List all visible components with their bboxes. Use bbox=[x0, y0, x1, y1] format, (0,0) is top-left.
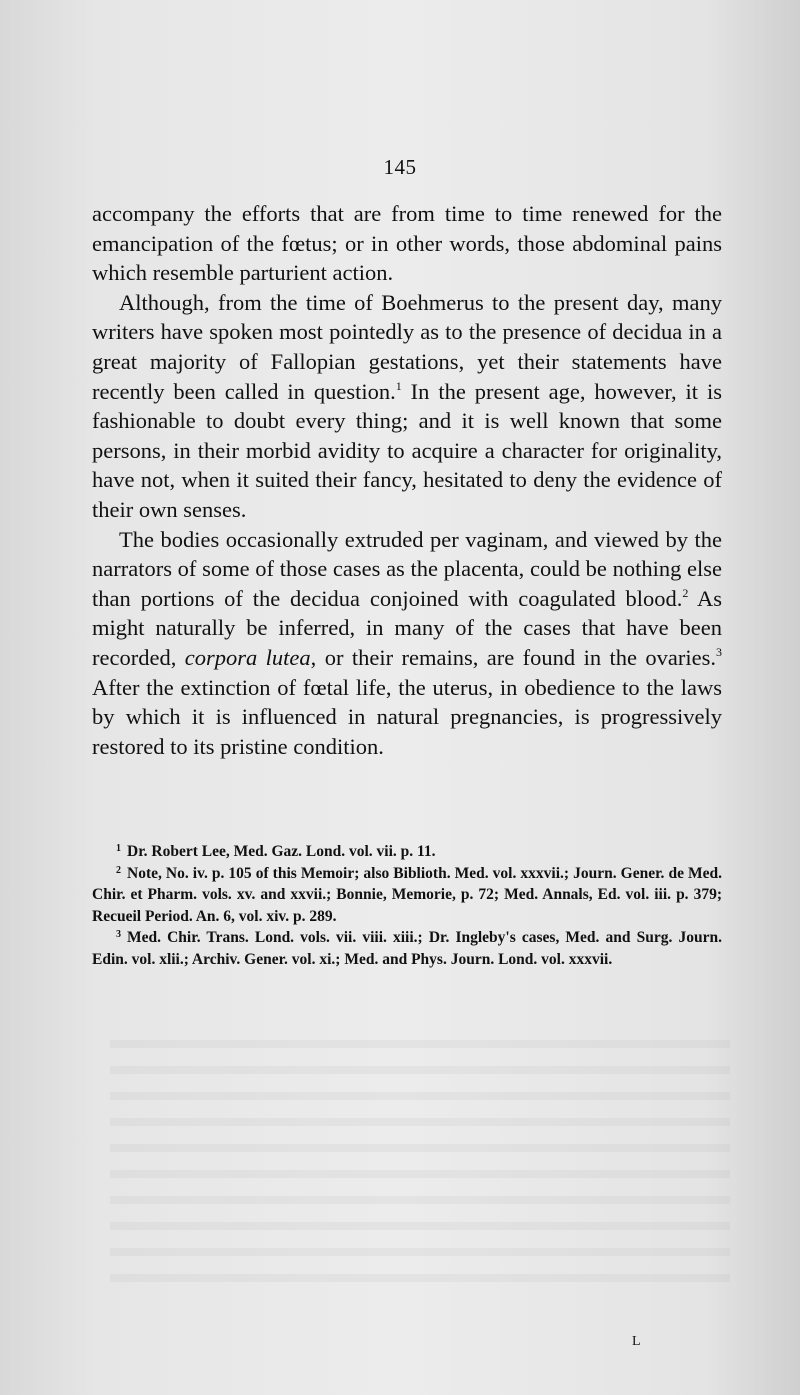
footnote-reference: 3 bbox=[716, 644, 722, 659]
paragraph-decidua-evidence bbox=[92, 288, 722, 525]
paragraph-text: , or their remains, are found in the ovaries. bbox=[310, 644, 716, 670]
paragraph-text: After the extinction of fœtal life, the uterus, in obedience to the laws by which it is influenced in natural pregnancies, is progressively restored to its pristine condition. bbox=[92, 674, 722, 759]
paragraph-text: In the present age, however, it is fashionable to doubt every thing; and it is well known that some persons, in their morbid avidity to acquire a character for originality, have not, when it suited their fancy, hesitated to deny the evidence of their own senses. bbox=[92, 378, 722, 522]
footnote-mark: 1 bbox=[116, 843, 121, 854]
paragraph-text: Although, from the time of Boehmerus to the present day, many writers have spoken most pointedly as to the presence of decidua in a great majority of Fallopian gestations, yet their statements have recently been called in question. bbox=[92, 289, 722, 404]
footnote-mark: 3 bbox=[116, 929, 121, 940]
footnote-mark: 2 bbox=[116, 864, 121, 876]
paragraph-continuation bbox=[92, 199, 722, 288]
footnote-text: Note, No. iv. p. 105 of this Memoir; also Biblioth. Med. vol. xxxvii.; Journ. Gener. de Med. Chir. et Pharm. vols. xv. and xxvii.; Bonnie, Memorie, p. 72; Med. Annals, Ed. vol. iii. p. 379; Recueil Period. An. 6, vol. xiv. p. 289. bbox=[92, 864, 722, 925]
footnote-2 bbox=[92, 863, 722, 928]
body-text bbox=[92, 199, 722, 761]
footnote-reference: 2 bbox=[682, 585, 689, 600]
paragraph-text: The bodies occasionally extruded per vaginam, and viewed by the narrators of some of those cases as the placenta, could be nothing else than portions of the decidua conjoined with coagulated blood. bbox=[92, 526, 722, 611]
footnote-reference: 1 bbox=[395, 378, 402, 393]
page-number: 145 bbox=[383, 155, 417, 179]
paragraph-extruded-bodies bbox=[92, 525, 722, 762]
footnote-1 bbox=[92, 841, 722, 863]
footnote-3 bbox=[92, 927, 722, 970]
signature-mark: L bbox=[632, 1334, 642, 1349]
footnote-text: Dr. Robert Lee, Med. Gaz. Lond. vol. vii. p. 11. bbox=[127, 843, 436, 860]
footnotes bbox=[92, 841, 722, 970]
paragraph-text: As might naturally be inferred, in many of the cases that have been recorded, bbox=[92, 585, 723, 670]
italic-term: corpora lutea bbox=[184, 644, 311, 670]
paragraph-text: accompany the efforts that are from time to time renewed for the emancipation of the fœtus; or in other words, those abdominal pains which resemble parturient action. bbox=[92, 201, 722, 286]
footnote-text: Med. Chir. Trans. Lond. vols. vii. viii. xiii.; Dr. Ingleby's cases, Med. and Surg. Journ. Edin. vol. xlii.; Archiv. Gener. vol. xi.; Med. and Phys. Journ. Lond. vol. xxxvii. bbox=[92, 929, 722, 968]
show-through-texture bbox=[110, 1040, 730, 1300]
